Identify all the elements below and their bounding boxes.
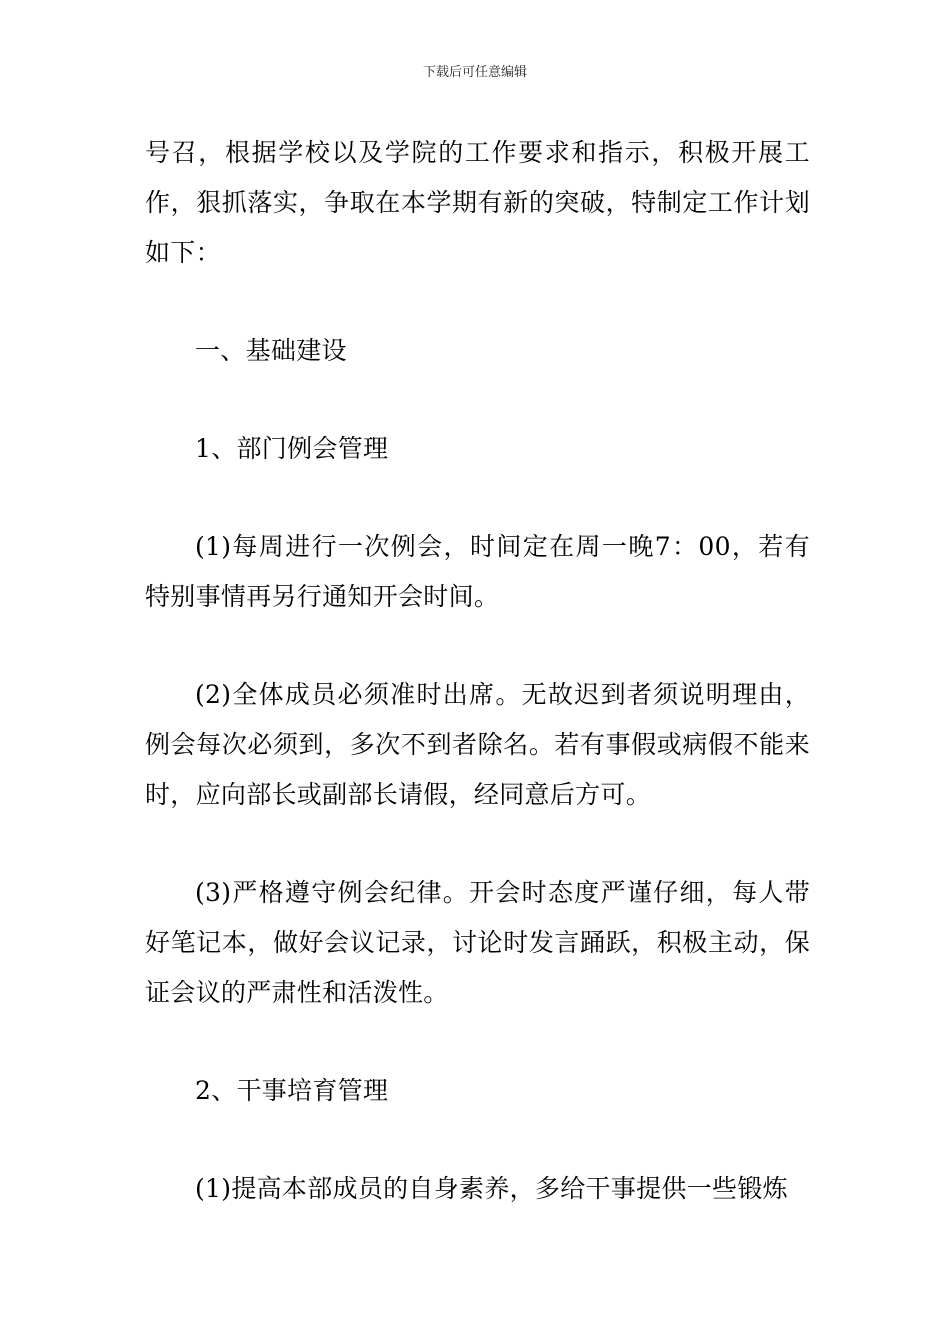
page-header: 下载后可任意编辑 xyxy=(422,65,527,80)
paragraph-item-3: (3)严格遵守例会纪律。开会时态度严谨仔细，每人带好笔记本，做好会议记录，讨论时发言踊跃，积极主动，保证会议的严肃性和活泼性。 xyxy=(145,878,810,1007)
section-heading-basic-construction: 一、基础建设 xyxy=(195,336,347,365)
document-body xyxy=(145,128,810,1214)
paragraph-item-2: (2)全体成员必须准时出席。无故迟到者须说明理由，例会每次必须到，多次不到者除名。若有事假或病假不能来时，应向部长或副部长请假，经同意后方可。 xyxy=(145,680,810,809)
subsection-heading-meeting-management: 1、部门例会管理 xyxy=(195,434,389,463)
paragraph-item-1: (1)每周进行一次例会，时间定在周一晚7：00，若有特别事情再另行通知开会时间。 xyxy=(145,532,810,611)
subsection-heading-staff-training: 2、干事培育管理 xyxy=(195,1076,389,1105)
paragraph-training-item-1: (1)提高本部成员的自身素养，多给干事提供一些锻炼 xyxy=(195,1174,788,1203)
paragraph-intro-continuation: 号召，根据学校以及学院的工作要求和指示，积极开展工作，狠抓落实，争取在本学期有新的突破，特制定工作计划如下： xyxy=(145,138,810,267)
